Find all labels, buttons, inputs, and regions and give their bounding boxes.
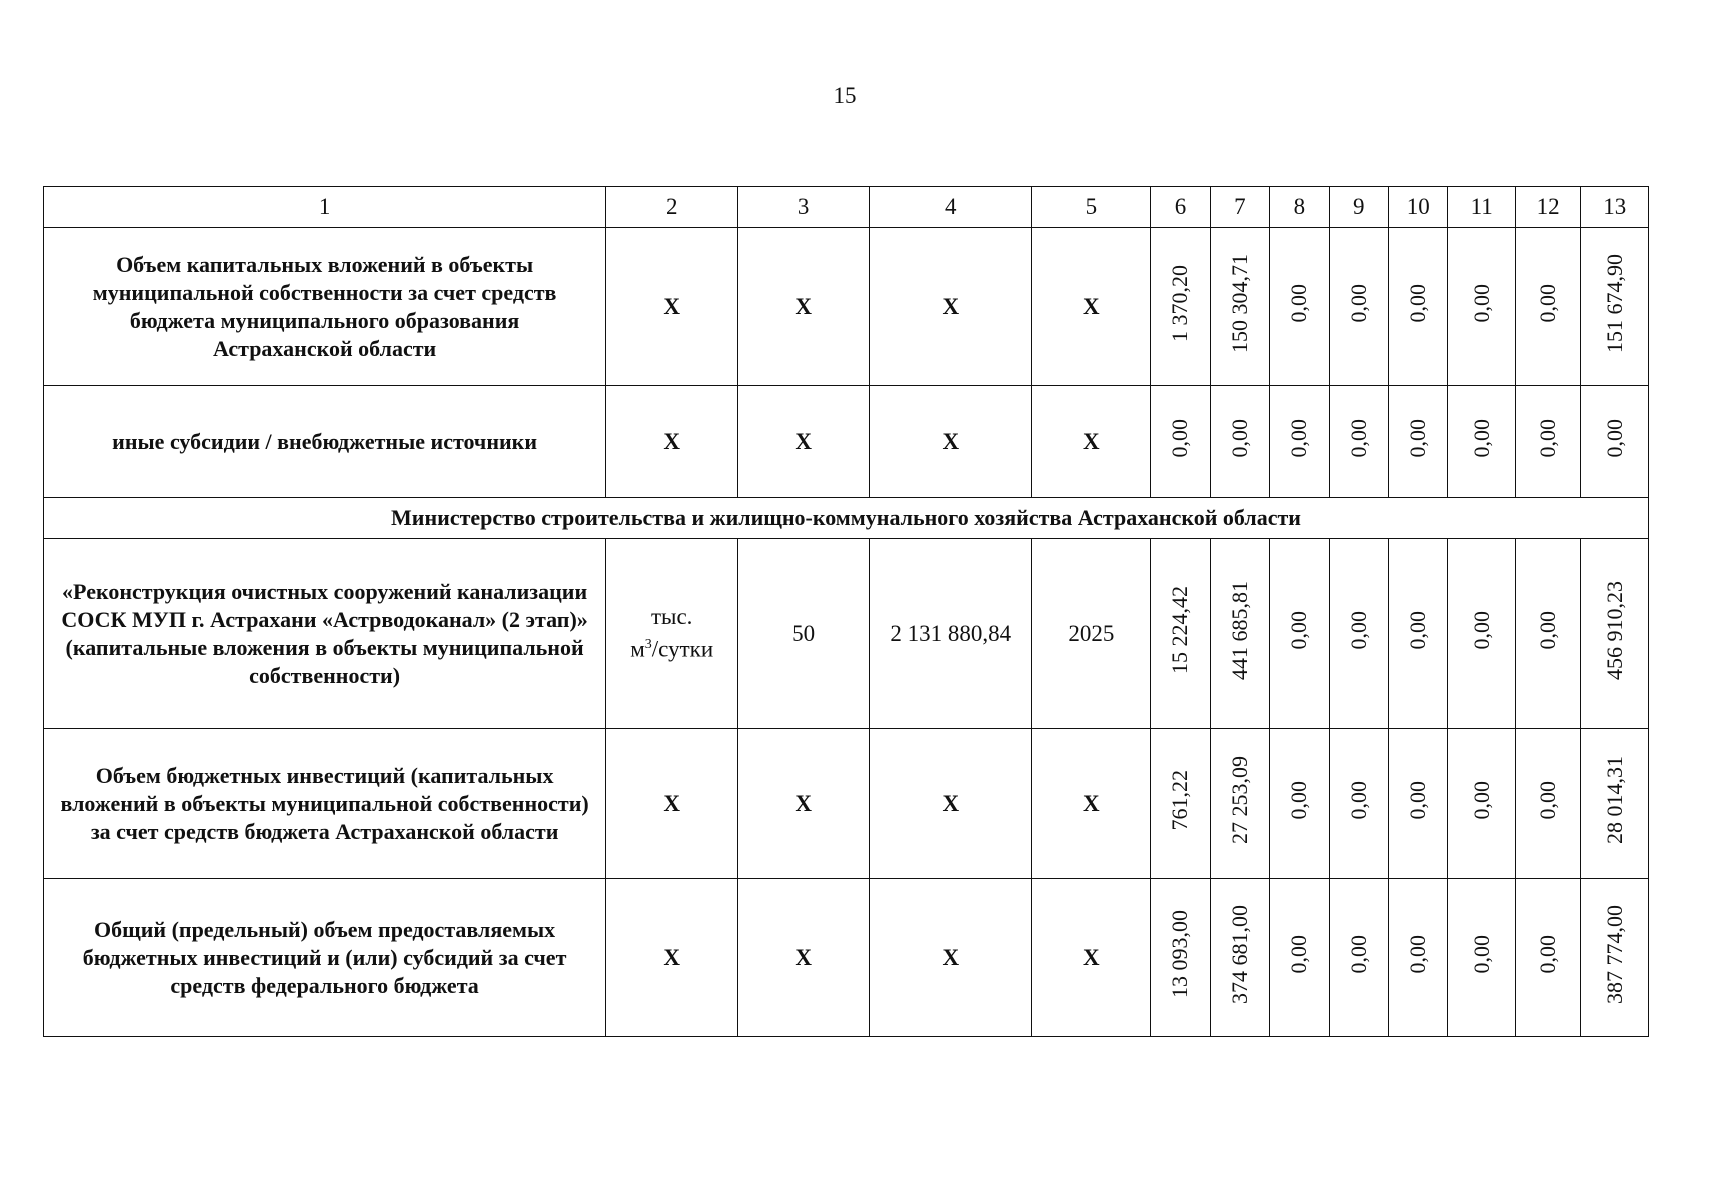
value-cell: 1 370,20 — [1167, 264, 1193, 342]
cell-x: Х — [606, 879, 738, 1037]
col-header: 1 — [44, 187, 606, 228]
value-cell: 0,00 — [1535, 780, 1561, 820]
cell-x: Х — [870, 386, 1032, 498]
col-header: 6 — [1151, 187, 1210, 228]
col-header: 2 — [606, 187, 738, 228]
value-cell: 0,00 — [1345, 418, 1371, 458]
table-row — [44, 539, 1649, 729]
value-cell: 761,22 — [1167, 769, 1193, 831]
unit-line2: /сутки — [651, 636, 714, 662]
cell-x: Х — [738, 879, 870, 1037]
header-row — [44, 187, 1649, 228]
value-cell: 0,00 — [1535, 283, 1561, 323]
cell-x: Х — [738, 729, 870, 879]
row-description: Объем капитальных вложений в объекты муниципальной собственности за счет средств бюджета муниципального образования Астраханской области — [44, 228, 606, 386]
unit-cell — [606, 539, 738, 729]
value-cell: 0,00 — [1468, 610, 1494, 650]
value-cell: 0,00 — [1405, 610, 1431, 650]
cell-x: Х — [606, 386, 738, 498]
col-header: 13 — [1581, 187, 1649, 228]
unit-line1: тыс. — [650, 604, 693, 630]
value-cell: 0,00 — [1167, 418, 1193, 458]
budget-table — [43, 186, 1649, 1037]
unit-sup: 3 — [644, 637, 652, 653]
cell-x: Х — [870, 729, 1032, 879]
value-cell: 456 910,23 — [1601, 580, 1627, 680]
value-cell: 15 224,42 — [1167, 586, 1193, 674]
value-cell: 0,00 — [1468, 780, 1494, 820]
value-cell: 441 685,81 — [1226, 580, 1252, 680]
cost-cell: 2 131 880,84 — [870, 539, 1032, 729]
value-cell: 0,00 — [1535, 610, 1561, 650]
row-description: Объем бюджетных инвестиций (капитальных вложений в объекты муниципальной собственности) за счет средств бюджета Астраханской области — [44, 729, 606, 879]
value-cell: 27 253,09 — [1226, 756, 1252, 844]
value-cell: 0,00 — [1535, 418, 1561, 458]
col-header: 10 — [1389, 187, 1448, 228]
unit-m: м — [630, 636, 645, 662]
row-description: «Реконструкция очистных сооружений канализации СОСК МУП г. Астрахани «Астрводоканал» (2 этап)» (капитальные вложения в объекты муниципальной собственности) — [44, 539, 606, 729]
value-cell: 150 304,71 — [1226, 253, 1252, 353]
page-number: 15 — [833, 83, 857, 108]
col-header: 3 — [738, 187, 870, 228]
value-cell: 0,00 — [1226, 418, 1252, 458]
cell-x: Х — [1032, 386, 1151, 498]
value-cell: 0,00 — [1345, 283, 1371, 323]
section-title: Министерство строительства и жилищно-коммунального хозяйства Астраханской области — [44, 498, 1649, 539]
value-cell: 0,00 — [1405, 283, 1431, 323]
value-cell: 0,00 — [1468, 283, 1494, 323]
col-header: 12 — [1515, 187, 1580, 228]
value-cell: 0,00 — [1601, 418, 1627, 458]
value-cell: 387 774,00 — [1601, 904, 1627, 1004]
cell-x: Х — [738, 228, 870, 386]
col-header: 11 — [1448, 187, 1516, 228]
value-cell: 151 674,90 — [1601, 253, 1627, 353]
value-cell: 0,00 — [1405, 418, 1431, 458]
value-cell: 0,00 — [1345, 780, 1371, 820]
col-header: 8 — [1270, 187, 1329, 228]
value-cell: 0,00 — [1405, 934, 1431, 974]
year-cell: 2025 — [1032, 539, 1151, 729]
cell-x: Х — [1032, 228, 1151, 386]
value-cell: 13 093,00 — [1167, 910, 1193, 998]
value-cell: 0,00 — [1468, 418, 1494, 458]
value-cell: 0,00 — [1286, 610, 1312, 650]
col-header: 7 — [1210, 187, 1269, 228]
table-row — [44, 729, 1649, 879]
value-cell: 374 681,00 — [1226, 904, 1252, 1004]
cell-x: Х — [606, 228, 738, 386]
value-cell: 0,00 — [1535, 934, 1561, 974]
value-cell: 0,00 — [1345, 934, 1371, 974]
table-row — [44, 228, 1649, 386]
cell-x: Х — [870, 228, 1032, 386]
col-header: 4 — [870, 187, 1032, 228]
capacity-cell: 50 — [738, 539, 870, 729]
value-cell: 28 014,31 — [1601, 756, 1627, 844]
row-description: иные субсидии / внебюджетные источники — [44, 386, 606, 498]
cell-x: Х — [606, 729, 738, 879]
value-cell: 0,00 — [1345, 610, 1371, 650]
cell-x: Х — [738, 386, 870, 498]
value-cell: 0,00 — [1286, 780, 1312, 820]
table-row — [44, 386, 1649, 498]
value-cell: 0,00 — [1286, 418, 1312, 458]
value-cell: 0,00 — [1286, 283, 1312, 323]
cell-x: Х — [1032, 729, 1151, 879]
section-row — [44, 498, 1649, 539]
table-row — [44, 879, 1649, 1037]
row-description: Общий (предельный) объем предоставляемых бюджетных инвестиций и (или) субсидий за счет средств федерального бюджета — [44, 879, 606, 1037]
value-cell: 0,00 — [1286, 934, 1312, 974]
col-header: 5 — [1032, 187, 1151, 228]
value-cell: 0,00 — [1405, 780, 1431, 820]
col-header: 9 — [1329, 187, 1388, 228]
cell-x: Х — [1032, 879, 1151, 1037]
value-cell: 0,00 — [1468, 934, 1494, 974]
cell-x: Х — [870, 879, 1032, 1037]
